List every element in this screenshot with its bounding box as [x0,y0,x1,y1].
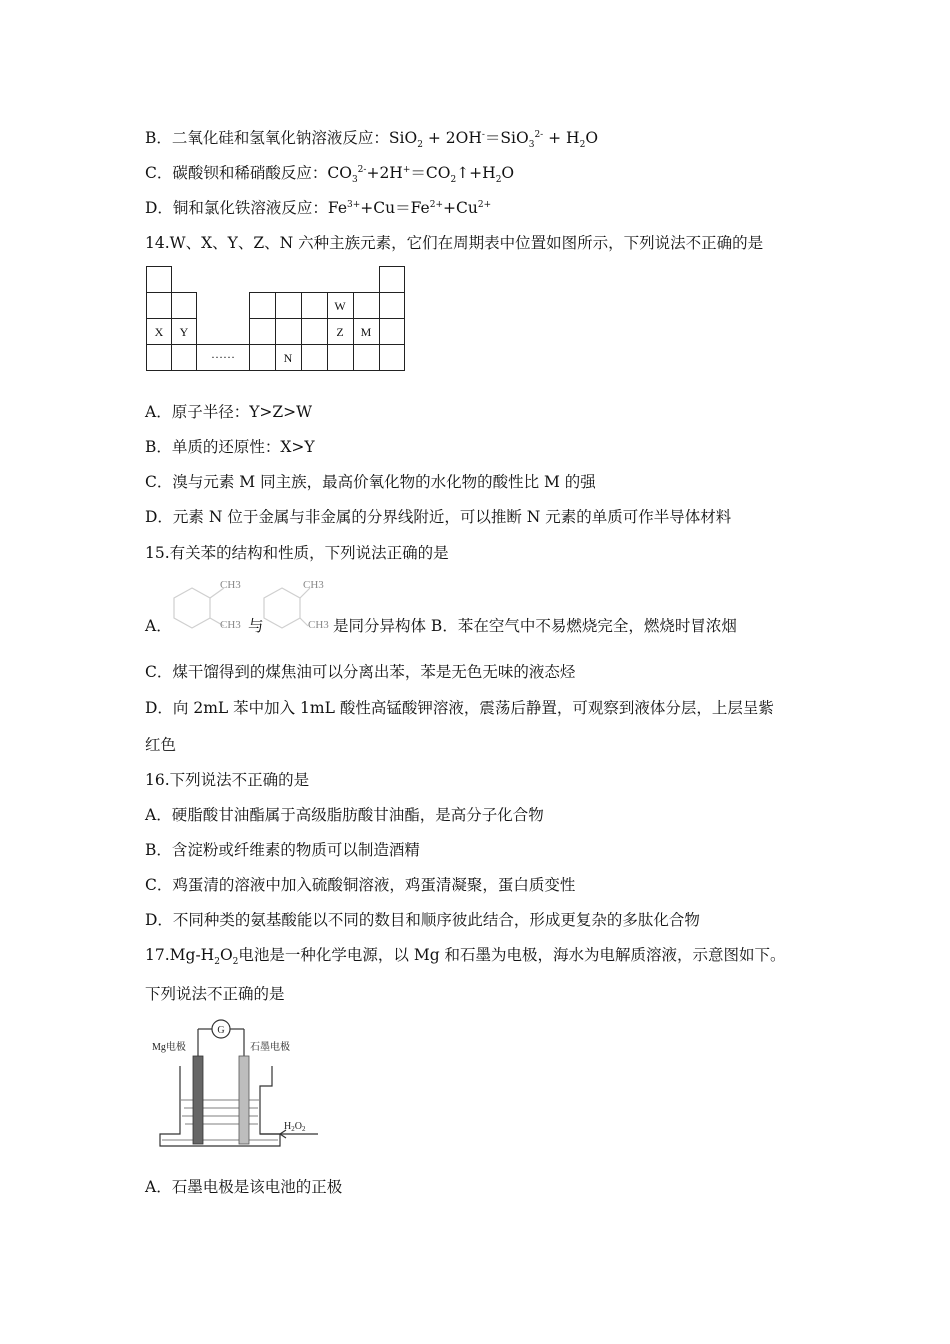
ch3-label-1: CH3 [220,579,241,591]
q17-stem: $17.Mg-H_2O_2$电池是一种化学电源，以 Mg 和石墨为电极，海水为电解质溶液，示意图如下。 [145,946,786,968]
q15-option-a-rest: 是同分异构体 B．苯在空气中不易燃烧完全，燃烧时冒浓烟 [333,617,737,635]
q14-stem: 14.W、X、Y、Z、N 六种主族元素，它们在周期表中位置如图所示，下列说法不正确的是 [145,234,764,252]
element-x: X [154,325,164,339]
q13-option-c: C．碳酸钡和稀硝酸反应：$CO_3^{2-}+2H^+=CO_2↑+H_2O$ [145,164,515,186]
ch3-label-4: CH3 [308,619,329,631]
ch3-label-2: CH3 [220,619,241,631]
ch3-label-3: CH3 [303,579,324,591]
mg-electrode-label: Mg电极 [152,1042,186,1053]
q16-stem: 16.下列说法不正确的是 [145,771,310,789]
graphite-electrode-label: 石墨电极 [250,1042,290,1053]
q13-option-d: D．铜和氯化铁溶液反应：$Fe^{3+}+Cu=Fe^{2+}+Cu^{2+}$ [145,199,492,217]
q15-option-c: C．煤干馏得到的煤焦油可以分离出苯，苯是无色无味的液态烃 [145,663,576,681]
q15-option-d-line1: D．向 2mL 苯中加入 1mL 酸性高锰酸钾溶液，震荡后静置，可观察到液体分层，上层呈紫 [145,699,774,717]
h2o2-label: $H_2O_2$ [284,1121,306,1133]
q16-option-a: A．硬脂酸甘油酯属于高级脂肪酸甘油酯，是高分子化合物 [145,806,544,824]
element-z: Z [336,325,344,339]
graphite-electrode [239,1056,249,1144]
q15-option-a-mid: 与 [248,617,264,635]
element-n: N [283,351,293,365]
q17-stem-line2: 下列说法不正确的是 [145,985,285,1003]
element-m: M [360,325,372,339]
q16-option-d: D．不同种类的氨基酸能以不同的数目和顺序彼此结合，形成更复杂的多肽化合物 [145,911,700,929]
q15-stem: 15.有关苯的结构和性质，下列说法正确的是 [145,544,449,562]
battery-diagram [150,1016,330,1150]
q16-option-b: B．含淀粉或纤维素的物质可以制造酒精 [145,841,420,859]
q15-option-d-line2: 红色 [145,736,177,754]
element-w: W [334,299,346,313]
q14-option-c: C．溴与元素 M 同主族，最高价氧化物的水化物的酸性比 M 的强 [145,473,596,491]
mg-electrode [193,1056,203,1144]
q14-option-d: D．元素 N 位于金属与非金属的分界线附近，可以推断 N 元素的单质可作半导体材料 [145,508,732,526]
element-y: Y [179,325,189,339]
periodic-table-figure [146,266,408,372]
q14-option-b: B．单质的还原性：X>Y [145,438,315,456]
q15-option-a-prefix: A． [145,617,172,635]
q14-option-a: A．原子半径：Y>Z>W [145,403,313,421]
ellipsis: …… [211,347,235,361]
q16-option-c: C．鸡蛋清的溶液中加入硫酸铜溶液，鸡蛋清凝聚，蛋白质变性 [145,876,576,894]
q13-option-b: B．二氧化硅和氢氧化钠溶液反应：$SiO_2 + 2OH^-=SiO_3^{2-} + H_2O$ [145,129,599,151]
galvanometer-label: G [217,1025,225,1036]
q17-option-a: A．石墨电极是该电池的正极 [145,1178,343,1196]
